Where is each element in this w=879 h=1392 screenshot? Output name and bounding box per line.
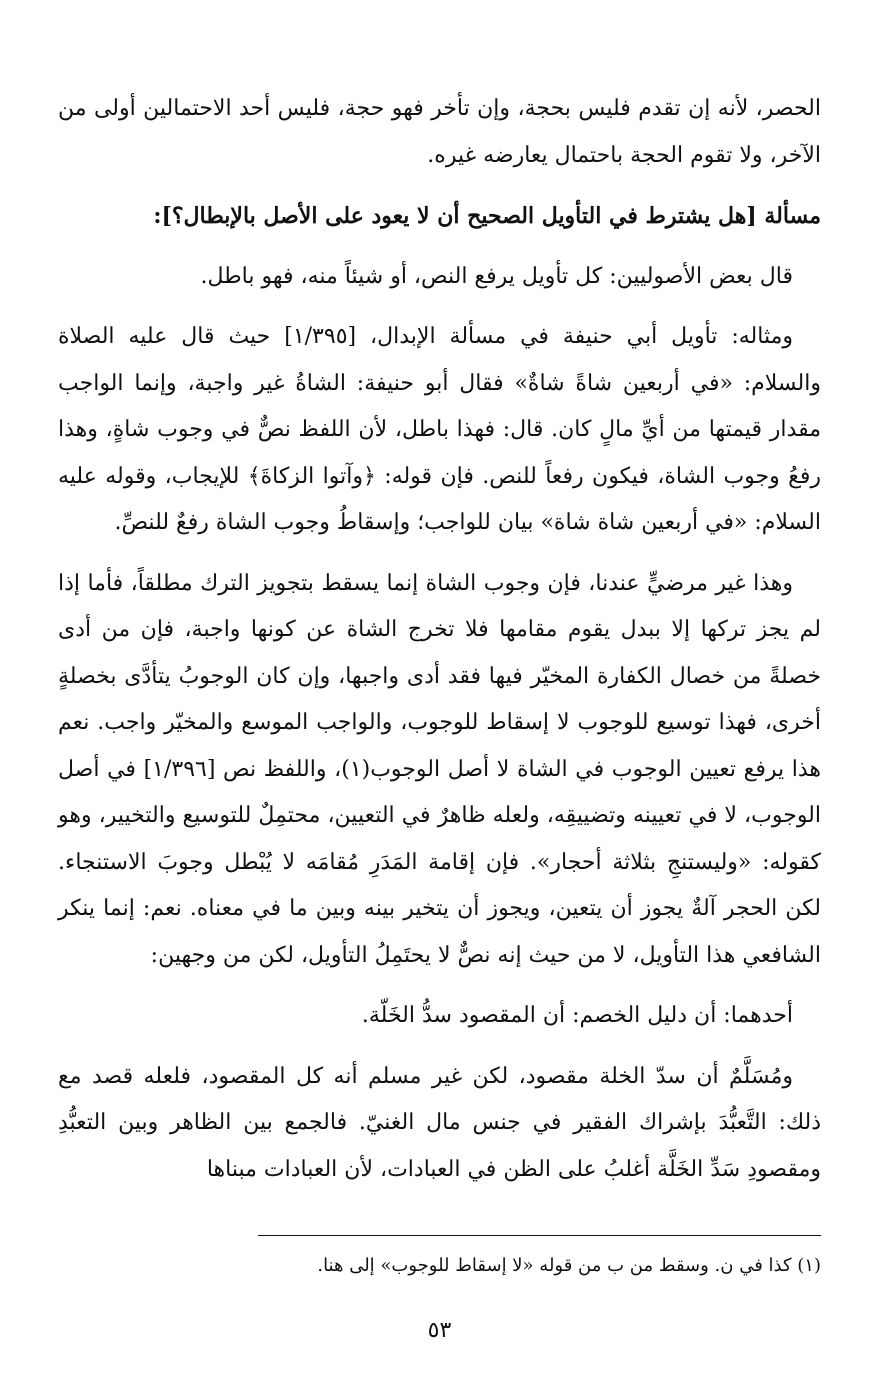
- paragraph-rebuttal: وهذا غير مرضيٍّ عندنا، فإن وجوب الشاة إنما يسقط بتجويز الترك مطلقاً، فأما إذا لم يجز تركها إلا ببدل يقوم مقامها فلا تخرج الشاة عن كونها واجبة، فإن من أدى خصلةً من خصال الكفارة المخيّر فيها فقد أدى واجبها، وإن كان الوجوبُ يتأدَّى بخصلةٍ أخرى، فهذا توسيع للوجوب لا إسقاط للوجوب، والواجب الموسع والمخيّر واجب. نعم هذا يرفع تعيين الوجوب في الشاة لا أصل الوجوب(١)، واللفظ نص [١/٣٩٦] في أصل الوجوب، لا في تعيينه وتضييقِه، ولعله ظاهرٌ في التعيين، محتمِلٌ للتوسيع والتخيير، وهو كقوله: «وليستنجِ بثلاثة أحجار». فإن إقامة المَدَرِ مُقامَه لا يُبْطل وجوبَ الاستنجاء. لكن الحجر آلةٌ يجوز أن يتعين، ويجوز أن يتخير بينه وبين ما في معناه. نعم: إنما ينكر الشافعي هذا التأويل، لا من حيث إنه نصٌّ لا يحتَمِلُ التأويل، لكن من وجهين:: [58, 570, 821, 968]
- section-heading: مسألة [هل يشترط في التأويل الصحيح أن لا يعود على الأصل بالإبطال؟]:: [153, 203, 821, 229]
- paragraph-usuliyyin: قال بعض الأصوليين: كل تأويل يرفع النص، أو شيئاً منه، فهو باطل.: [200, 263, 793, 289]
- page-number: ٥٣: [427, 1318, 452, 1343]
- paragraph-hasr: الحصر، لأنه إن تقدم فليس بحجة، وإن تأخر فهو حجة، فليس أحد الاحتمالين أولى من الآخر، ولا تقوم الحجة باحتمال يعارضه غيره.: [58, 96, 822, 168]
- footnote: (١) كذا في ن. وسقط من ب من قوله «لا إسقاط للوجوب» إلى هنا.: [317, 1255, 821, 1276]
- page-body: [58, 86, 821, 1207]
- paragraph-conceded: ومُسَلَّمٌ أن سدّ الخلة مقصود، لكن غير مسلم أنه كل المقصود، فلعله قصد مع ذلك: التَّعبُّدَ بإشراك الفقير في جنس مال الغنيّ. فالجمع بين الظاهر وبين التعبُّدِ ومقصودِ سَدِّ الخَلَّة أغلبُ على الظن في العبادات، لأن العبادات مبناها: [58, 1063, 821, 1182]
- paragraph-example: ومثاله: تأويل أبي حنيفة في مسألة الإبدال، [١/٣٩٥] حيث قال عليه الصلاة والسلام: «في أربعين شاةً شاةٌ» فقال أبو حنيفة: الشاةُ غير واجبة، وإنما الواجب مقدار قيمتها من أيِّ مالٍ كان. قال: فهذا باطل، لأن اللفظ نصٌّ في وجوب شاةٍ، وهذا رفعُ وجوب الشاة، فيكون رفعاً للنص. فإن قوله: ﴿وآتوا الزكاةَ﴾ للإيجاب، وقوله عليه السلام: «في أربعين شاة شاة» بيان للواجب؛ وإسقاطُ وجوب الشاة رفعٌ للنصِّ.: [58, 324, 821, 535]
- footnote-divider: [258, 1235, 821, 1236]
- paragraph-first-reason: أحدهما: أن دليل الخصم: أن المقصود سدُّ الخَلّة.: [361, 1003, 793, 1028]
